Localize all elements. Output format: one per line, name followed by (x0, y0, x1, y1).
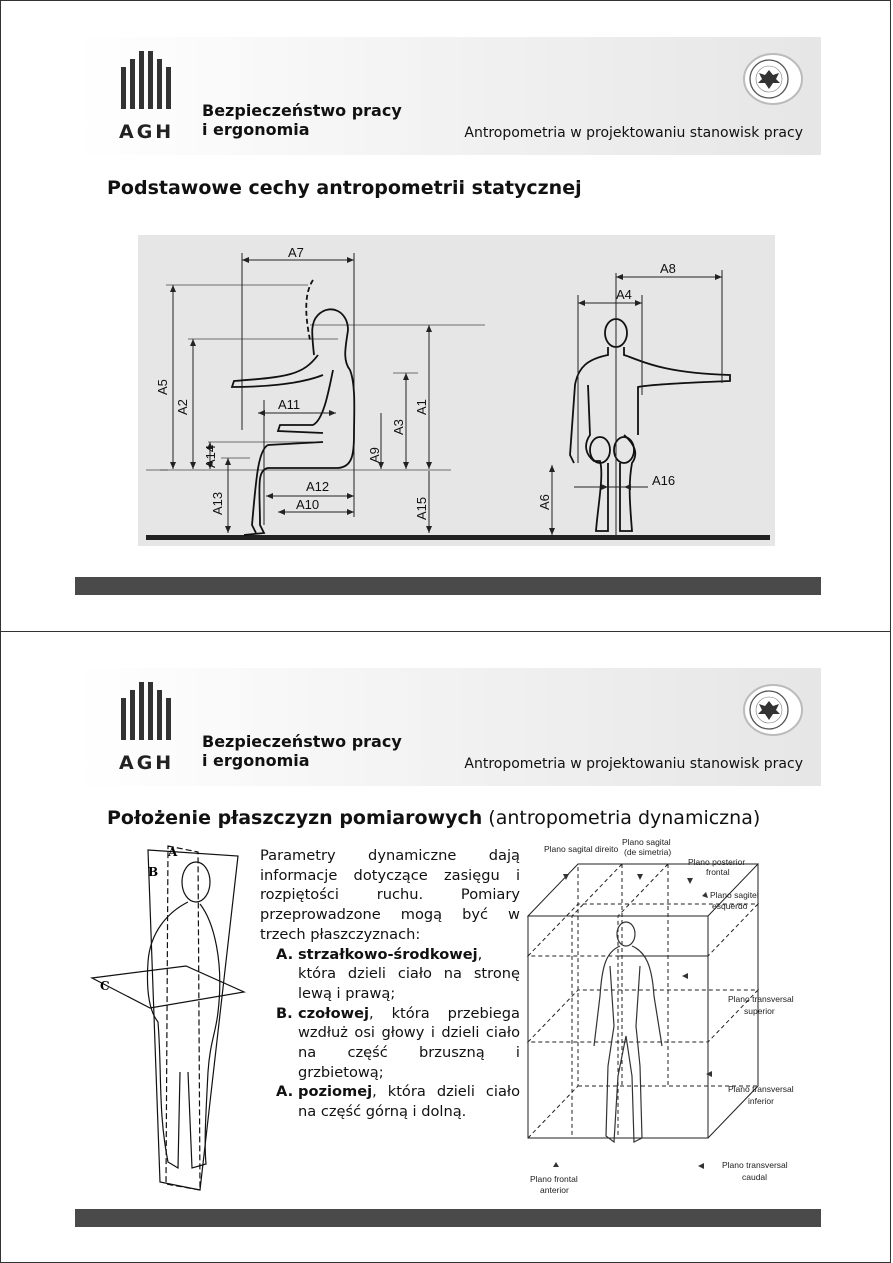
label-frontal-anterior: Plano frontal (530, 1174, 578, 1184)
slide-footer-bar (75, 1209, 821, 1227)
agh-logo-text: AGH (119, 752, 175, 774)
slide-1 (0, 0, 891, 632)
label-transversal-caudal: caudal (742, 1172, 768, 1182)
plane-label-b: B (148, 865, 159, 879)
list-item (260, 1004, 520, 1083)
intro-paragraph: Parametry dynamiczne dają informacje dotyczące zasięgu i rozpiętości ruchu. Pomiary przeprowadzone mogą być w trzech płaszczyznach: (260, 847, 520, 943)
slide-title (107, 807, 760, 829)
dim-label-a6: A6 (537, 494, 552, 510)
label-transversal-inferior: inferior (748, 1096, 774, 1106)
dim-label-a14: A14 (203, 444, 218, 468)
dim-label-a5: A5 (155, 379, 170, 395)
dim-label-a12: A12 (306, 479, 330, 494)
label-frontal-anterior: anterior (540, 1185, 569, 1195)
label-sagital-simetria: (de simetria) (624, 847, 672, 857)
label-sagital-direito: Plano sagital direito (544, 844, 619, 854)
university-seal-icon (739, 51, 803, 107)
slide-title: Podstawowe cechy antropometrii statycznej (107, 177, 582, 199)
plane-name: poziomej (298, 1083, 373, 1101)
slide-title-rest: (antropometria dynamiczna) (482, 807, 761, 829)
body-planes-figure (88, 842, 248, 1192)
label-sagitel-esquerdo: Plano sagitel (710, 890, 759, 900)
course-line-1: Bezpieczeństwo pracy (202, 732, 402, 751)
plane-desc: , która dzieli ciało na część górną i dolną. (298, 1083, 520, 1121)
planes-list (260, 945, 520, 1122)
plane-desc: , która dzieli ciało na stronę lewą i prawą; (298, 945, 520, 1002)
dim-label-a10: A10 (296, 497, 320, 512)
list-marker: A. (276, 945, 294, 963)
list-marker: B. (276, 1004, 293, 1022)
slide-subtitle: Antropometria w projektowaniu stanowisk pracy (464, 125, 803, 141)
agh-logo-text: AGH (119, 121, 175, 143)
slide-header (75, 668, 821, 786)
label-sagital-simetria: Plano sagital (622, 837, 671, 847)
dim-label-a1: A1 (414, 399, 429, 415)
plane-name: czołowej (298, 1004, 369, 1022)
slide-header (75, 37, 821, 155)
course-title (202, 732, 402, 770)
label-transversal-superior: superior (744, 1006, 775, 1016)
course-line-2: i ergonomia (202, 120, 310, 139)
dim-label-a7: A7 (288, 245, 304, 260)
course-line-2: i ergonomia (202, 751, 310, 770)
slide-footer-bar (75, 577, 821, 595)
slide-title-bold: Położenie płaszczyzn pomiarowych (107, 807, 483, 829)
label-sagitel-esquerdo: esquerdo (712, 901, 748, 911)
dim-label-a3: A3 (391, 419, 406, 435)
plane-label-a: A (168, 845, 178, 859)
list-marker: A. (276, 1083, 294, 1101)
label-transversal-caudal: Plano transversal (722, 1160, 788, 1170)
static-anthropometry-figure (138, 235, 775, 546)
dim-label-a8: A8 (660, 261, 676, 276)
dim-label-a2: A2 (175, 399, 190, 415)
list-item (260, 945, 520, 1004)
university-seal-icon (739, 682, 803, 738)
dim-label-a13: A13 (210, 491, 225, 515)
label-transversal-inferior: Plano transversal (728, 1084, 794, 1094)
dim-label-a15: A15 (414, 496, 429, 520)
dynamic-parameters-text (260, 846, 520, 1122)
course-line-1: Bezpieczeństwo pracy (202, 101, 402, 120)
list-item (260, 1082, 520, 1121)
label-plano-posterior: Plano posterior (688, 857, 746, 867)
plane-desc: , która przebiega wzdłuż osi głowy i dzieli ciało na część brzuszną i grzbietową; (298, 1004, 520, 1081)
course-title (202, 101, 402, 139)
dim-label-a9: A9 (367, 447, 382, 463)
label-transversal-superior: Plano transversal (728, 994, 794, 1004)
anatomical-planes-box-figure (522, 836, 810, 1196)
slide-subtitle: Antropometria w projektowaniu stanowisk pracy (464, 756, 803, 772)
label-plano-posterior: frontal (706, 867, 730, 877)
plane-name: strzałkowo-środkowej (298, 945, 478, 963)
plane-label-c: C (100, 979, 110, 993)
dim-label-a4: A4 (616, 287, 632, 302)
dim-label-a16: A16 (652, 473, 676, 488)
dim-label-a11: A11 (278, 397, 301, 412)
